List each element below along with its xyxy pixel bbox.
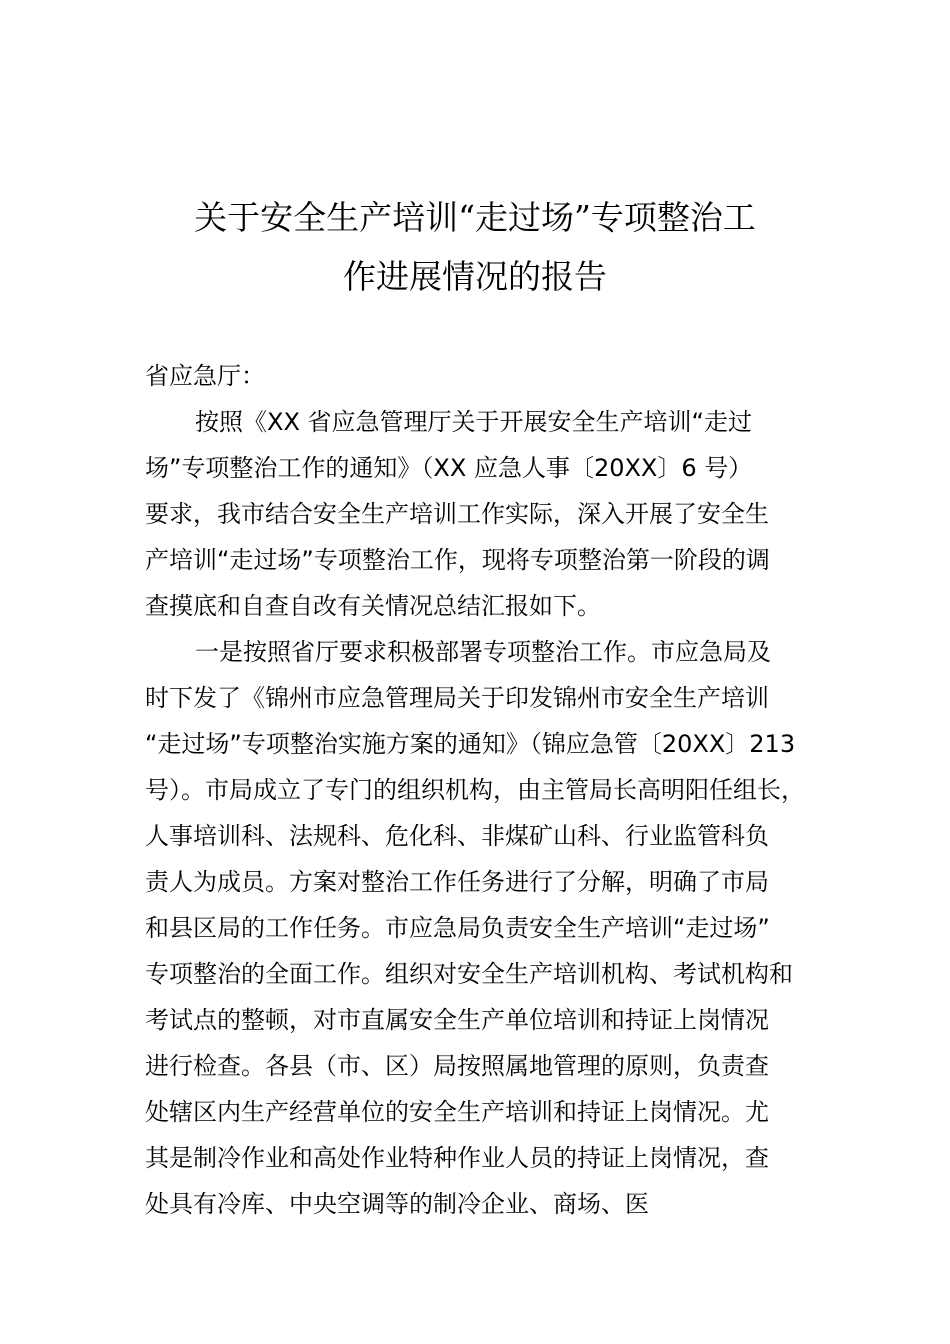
- paragraph-line: 查摸底和自查自改有关情况总结汇报如下。: [145, 592, 601, 620]
- paragraph-line: 按照《XX 省应急管理厅关于开展安全生产培训“走过: [195, 408, 752, 436]
- salutation: 省应急厅：: [145, 362, 265, 390]
- paragraph-line: “走过场”专项整治实施方案的通知》（锦应急管〔20XX〕213: [145, 730, 796, 758]
- paragraph-line: 场”专项整治工作的通知》（XX 应急人事〔20XX〕6 号）: [145, 454, 753, 482]
- paragraph-line: 专项整治的全面工作。组织对安全生产培训机构、考试机构和: [145, 960, 793, 988]
- paragraph-line: 号）。市局成立了专门的组织机构，由主管局长高明阳任组长，: [145, 776, 805, 804]
- paragraph-intro: [145, 399, 845, 629]
- paragraph-line: 考试点的整顿，对市直属安全生产单位培训和持证上岗情况: [145, 1006, 769, 1034]
- paragraph-line: 要求，我市结合安全生产培训工作实际，深入开展了安全生: [145, 500, 769, 528]
- document-title-line-1: 关于安全生产培训“走过场”专项整治工: [194, 198, 756, 237]
- document-title-line-2: 作进展情况的报告: [343, 257, 607, 296]
- paragraph-line: 产培训“走过场”专项整治工作，现将专项整治第一阶段的调: [145, 546, 770, 574]
- paragraph-line: 处辖区内生产经营单位的安全生产培训和持证上岗情况。尤: [145, 1098, 769, 1126]
- paragraph-line: 处具有冷库、中央空调等的制冷企业、商场、医: [145, 1190, 649, 1218]
- paragraph-line: 人事培训科、法规科、危化科、非煤矿山科、行业监管科负: [145, 822, 769, 850]
- paragraph-line: 其是制冷作业和高处作业特种作业人员的持证上岗情况，查: [145, 1144, 769, 1172]
- paragraph-line: 时下发了《锦州市应急管理局关于印发锦州市安全生产培训: [145, 684, 769, 712]
- paragraph-line: 进行检查。各县（市、区）局按照属地管理的原则，负责查: [145, 1052, 769, 1080]
- paragraph-deployment: [145, 629, 845, 1227]
- paragraph-line: 责人为成员。方案对整治工作任务进行了分解，明确了市局: [145, 868, 769, 896]
- paragraph-line: 一是按照省厅要求积极部署专项整治工作。市应急局及: [195, 638, 771, 666]
- paragraph-line: 和县区局的工作任务。市应急局负责安全生产培训“走过场”: [145, 914, 770, 942]
